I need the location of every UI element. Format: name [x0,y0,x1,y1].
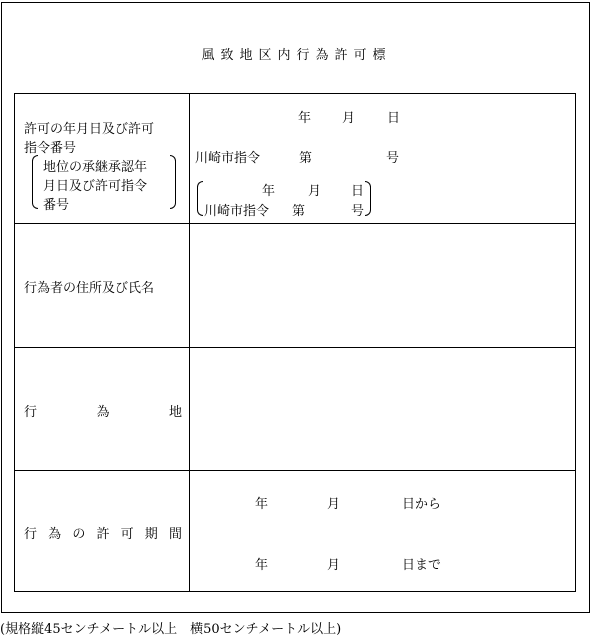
sub-date-bracket-left [197,181,203,216]
row-divider [15,223,575,224]
succession-date-day: 日 [351,184,365,199]
size-note: (規格縦45センチメートル以上 横50センチメートル以上) [0,622,342,637]
period-start-month: 月 [327,497,341,512]
period-label-char: 期 [144,527,158,542]
succession-order-prefix: 川崎市指令 [204,204,270,219]
succession-label-line1: 地位の承継承認年 [43,160,148,175]
permit-label-line1: 許可の年月日及び許可 [24,122,155,137]
row-divider [15,470,575,471]
sub-date-bracket-right [365,181,371,216]
succession-order-go: 号 [351,204,365,219]
permit-date-day: 日 [387,111,401,126]
row-divider [15,347,575,348]
column-divider [189,94,190,591]
period-end-month: 月 [327,558,341,573]
location-label [24,401,182,420]
permit-date-month: 月 [342,111,356,126]
page-title: 風致地区内行為許可標 [201,48,392,63]
permit-order-go: 号 [386,151,400,166]
location-label-char: 行 [24,405,38,420]
succession-label-line2: 月日及び許可指令 [43,179,148,194]
period-end-day: 日まで [402,558,442,573]
period-label-char: 間 [168,527,182,542]
period-label-char: 為 [48,527,62,542]
permit-date-year: 年 [298,111,312,126]
period-start-day: 日から [402,497,442,512]
period-label-char: 行 [24,527,38,542]
period-label [24,523,182,542]
succession-date-year: 年 [262,184,276,199]
location-label-char: 為 [96,405,110,420]
period-end-year: 年 [255,558,269,573]
permit-order-prefix: 川崎市指令 [195,151,261,166]
location-label-char: 地 [168,405,182,420]
permit-order-dai: 第 [299,151,313,166]
period-label-char: 許 [96,527,110,542]
succession-label-line3: 番号 [43,198,70,213]
sub-bracket-left [32,155,38,209]
permit-label-line2: 指令番号 [24,141,77,156]
sub-bracket-right [170,155,176,209]
succession-order-dai: 第 [292,204,306,219]
period-label-char: 可 [120,527,134,542]
period-label-char: の [72,527,86,542]
succession-date-month: 月 [308,184,322,199]
actor-label: 行為者の住所及び氏名 [24,281,155,296]
period-start-year: 年 [255,497,269,512]
permit-table [14,93,576,592]
